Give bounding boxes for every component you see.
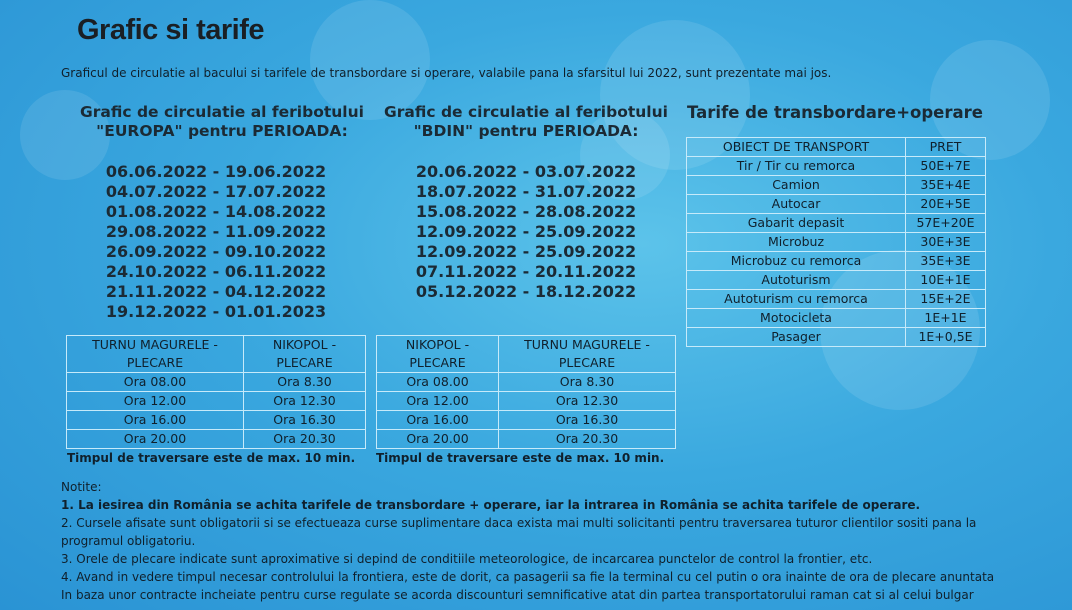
table-cell: Ora 20.00 [67,430,244,449]
tarife-heading: Tarife de transbordare+operare [687,103,983,122]
table-cell: Ora 08.00 [67,373,244,392]
period-item: 05.12.2022 - 18.12.2022 [415,282,637,301]
table-row [377,430,676,449]
table-header-row [377,336,676,373]
table-cell: Ora 20.30 [243,430,365,449]
bdin-heading-line2: "BDIN" pentru PERIOADA: [413,122,639,140]
europa-heading [66,103,378,141]
table-cell: Tir / Tir cu remorca [687,157,906,176]
table-row [687,252,986,271]
bdin-schedule-table [376,335,676,449]
table-cell: Ora 12.30 [499,392,676,411]
table-cell: Ora 20.30 [499,430,676,449]
period-item: 01.08.2022 - 14.08.2022 [105,202,327,221]
table-cell: 35E+4E [906,176,986,195]
europa-travel-note: Timpul de traversare este de max. 10 min. [67,451,356,465]
period-item: 29.08.2022 - 11.09.2022 [105,222,327,241]
table-row [687,157,986,176]
notes-section [61,478,1011,604]
europa-heading-line2: "EUROPA" pentru PERIOADA: [96,122,348,140]
note-item: 3. Orele de plecare indicate sunt aproximative si depind de conditiile meteorologice, de incarcarea punctelor de control la frontier, etc. [61,552,873,566]
table-cell: Ora 16.00 [67,411,244,430]
table-cell: Camion [687,176,906,195]
table-row [377,373,676,392]
table-header-row [67,336,366,373]
table-row [687,309,986,328]
europa-heading-line1: Grafic de circulatie al feribotului [80,103,364,121]
table-row [687,214,986,233]
table-cell: 50E+7E [906,157,986,176]
table-row [687,195,986,214]
column-header: TURNU MAGURELE - PLECARE [67,336,244,373]
period-item: 19.12.2022 - 01.01.2023 [105,302,327,321]
table-cell: Autoturism [687,271,906,290]
table-cell: 1E+1E [906,309,986,328]
bdin-heading-line1: Grafic de circulatie al feribotului [384,103,668,121]
tarife-table [686,137,986,347]
table-row [67,411,366,430]
table-row [687,233,986,252]
period-item: 20.06.2022 - 03.07.2022 [415,162,637,181]
intro-text: Graficul de circulatie al bacului si tarifele de transbordare si operare, valabile pana la sfarsitul lui 2022, sunt prezentate mai jos. [61,66,832,80]
column-header: TURNU MAGURELE - PLECARE [499,336,676,373]
background-bubble [310,0,430,120]
period-item: 15.08.2022 - 28.08.2022 [415,202,637,221]
period-item: 06.06.2022 - 19.06.2022 [105,162,327,181]
table-cell: 10E+1E [906,271,986,290]
period-item: 04.07.2022 - 17.07.2022 [105,182,327,201]
bdin-periods-list [376,162,676,302]
column-header: OBIECT DE TRANSPORT [687,138,906,157]
table-cell: Microbuz cu remorca [687,252,906,271]
table-cell: Autoturism cu remorca [687,290,906,309]
table-header-row [687,138,986,157]
table-cell: Ora 12.00 [377,392,499,411]
table-row [687,290,986,309]
period-item: 12.09.2022 - 25.09.2022 [415,222,637,241]
table-row [377,411,676,430]
table-row [67,430,366,449]
period-item: 21.11.2022 - 04.12.2022 [105,282,327,301]
table-cell: Ora 12.00 [67,392,244,411]
note-item: 2. Cursele afisate sunt obligatorii si se efectueaza curse suplimentare daca exista mai multi solicitanti pentru traversarea tuturor clientilor sositi pana la programul obligatoriu. [61,516,977,548]
notes-title: Notite: [61,480,102,494]
note-item: 4. Avand in vedere timpul necesar controlului la frontiera, este de dorit, ca pasagerii sa fie la terminal cu cel putin o ora inainte de ora de plecare anuntata [61,570,995,584]
column-header: NIKOPOL - PLECARE [243,336,365,373]
table-cell: Pasager [687,328,906,347]
table-cell: 15E+2E [906,290,986,309]
table-row [67,373,366,392]
column-header: NIKOPOL - PLECARE [377,336,499,373]
table-row [67,392,366,411]
table-cell: 30E+3E [906,233,986,252]
table-row [377,392,676,411]
table-cell: Autocar [687,195,906,214]
table-cell: Ora 8.30 [243,373,365,392]
period-item: 26.09.2022 - 09.10.2022 [105,242,327,261]
page-title: Grafic si tarife [77,14,265,46]
period-item: 18.07.2022 - 31.07.2022 [415,182,637,201]
europa-periods-list [66,162,366,322]
note-item: In baza unor contracte incheiate pentru curse regulate se acorda discounturi semnificative atat din partea transportatorului raman cat si al celui bulgar [61,588,974,602]
period-item: 12.09.2022 - 25.09.2022 [415,242,637,261]
table-cell: Ora 12.30 [243,392,365,411]
period-item: 07.11.2022 - 20.11.2022 [415,262,637,281]
table-cell: 1E+0,5E [906,328,986,347]
table-cell: Ora 20.00 [377,430,499,449]
table-cell: Motocicleta [687,309,906,328]
bdin-travel-note: Timpul de traversare este de max. 10 min. [376,451,665,465]
table-cell: Ora 8.30 [499,373,676,392]
column-header: PRET [906,138,986,157]
table-cell: Gabarit depasit [687,214,906,233]
table-cell: Ora 16.30 [243,411,365,430]
table-cell: Ora 16.30 [499,411,676,430]
table-cell: 35E+3E [906,252,986,271]
table-row [687,271,986,290]
note-item: 1. La iesirea din România se achita tarifele de transbordare + operare, iar la intrarea in România se achita tarifele de operare. [61,498,921,512]
bdin-heading [376,103,676,141]
table-cell: 57E+20E [906,214,986,233]
table-row [687,328,986,347]
table-cell: Ora 16.00 [377,411,499,430]
period-item: 24.10.2022 - 06.11.2022 [105,262,327,281]
table-cell: Ora 08.00 [377,373,499,392]
table-cell: 20E+5E [906,195,986,214]
table-cell: Microbuz [687,233,906,252]
table-row [687,176,986,195]
europa-schedule-table [66,335,366,449]
